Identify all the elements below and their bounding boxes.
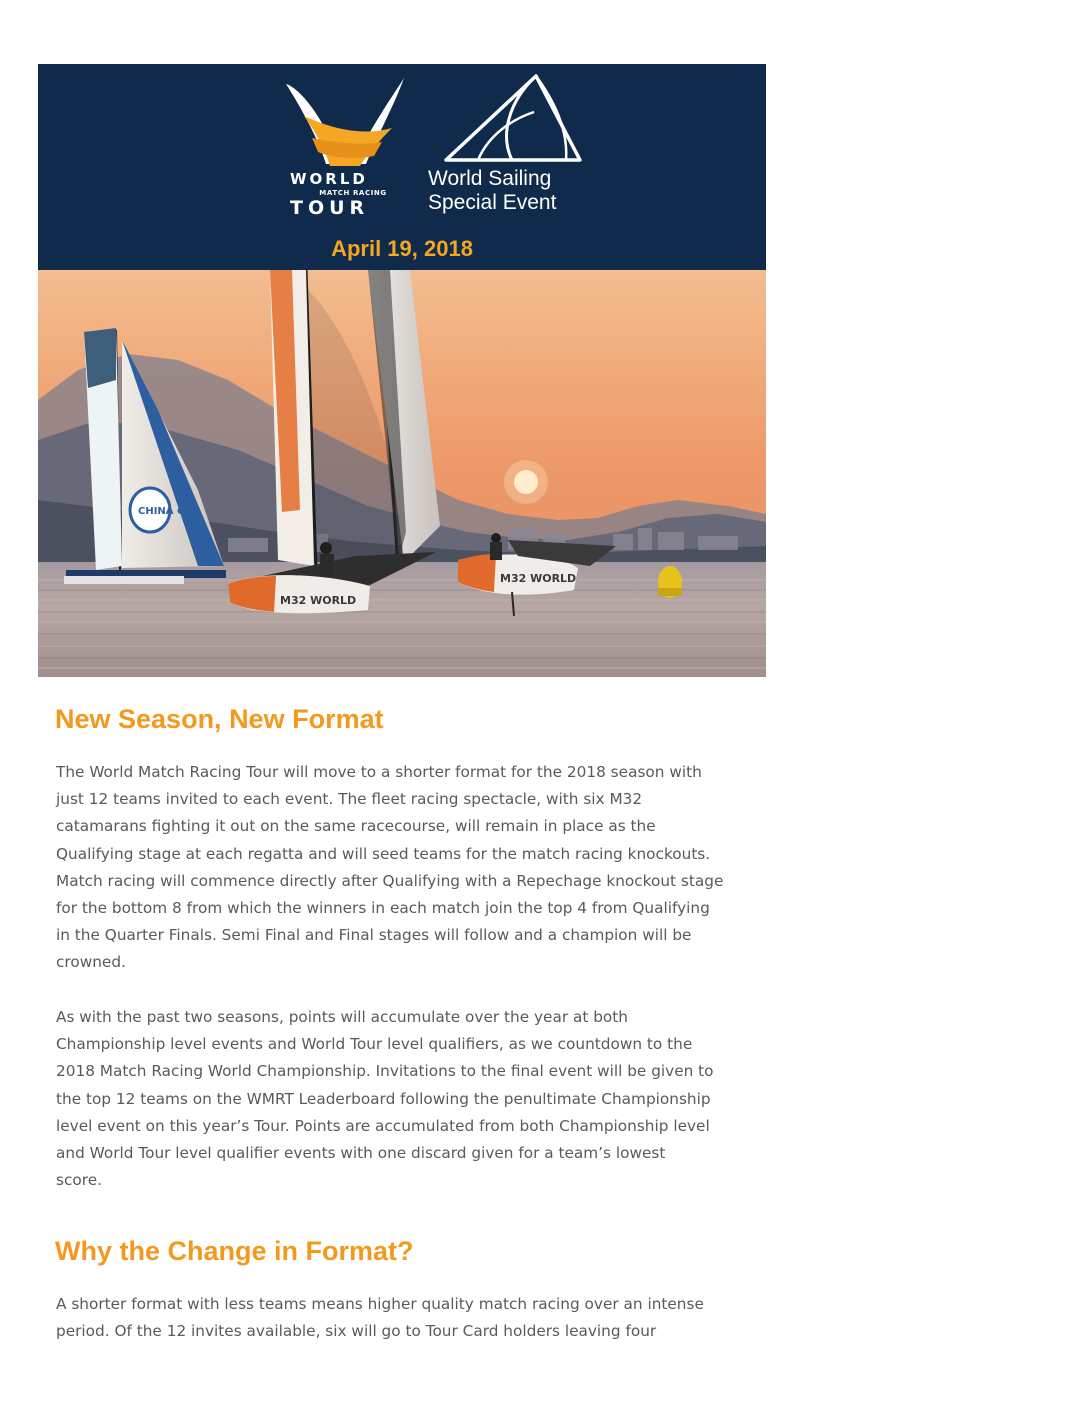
paragraph-points (56, 1004, 756, 1194)
paragraph-line: in the Quarter Finals. Semi Final and Final stages will follow and a champion will be (56, 926, 692, 945)
wmrt-logo-match-racing-text: MATCH RACING (319, 189, 387, 197)
paragraph-line: for the bottom 8 from which the winners in each match join the top 4 from Qualifying (56, 899, 710, 918)
paragraph-line: and World Tour level qualifier events with one discard given for a team’s lowest (56, 1144, 666, 1163)
world-sailing-sail-icon (438, 72, 598, 172)
yellow-buoy (658, 566, 682, 598)
paragraph-line: the top 12 teams on the WMRT Leaderboard following the penultimate Championship (56, 1089, 711, 1108)
world-match-racing-tour-logo (282, 76, 418, 219)
wmrt-sail-mark-icon (282, 76, 418, 176)
header-banner (38, 64, 766, 270)
paragraph-line: crowned. (56, 953, 126, 972)
m32-world-hull-text: M32 WORLD (280, 594, 357, 607)
photo-illustration (38, 270, 766, 677)
paragraph-line: score. (56, 1171, 102, 1190)
paragraph-line: Match racing will commence directly after Qualifying with a Repechage knockout stage (56, 871, 724, 890)
paragraph-line: As with the past two seasons, points will accumulate over the year at both (56, 1008, 628, 1026)
paragraph-line: Qualifying stage at each regatta and will seed teams for the match racing knockouts. (56, 844, 711, 863)
paragraph-line: catamarans fighting it out on the same racecourse, will remain in place as the (56, 817, 656, 836)
paragraph-line: level event on this year’s Tour. Points are accumulated from both Championship level (56, 1116, 710, 1135)
paragraph-line: Championship level events and World Tour level qualifiers, as we countdown to the (56, 1035, 693, 1054)
wmrt-logo-tour-text: TOUR (290, 197, 370, 219)
wmrt-logo-world-text: WORLD (290, 170, 368, 188)
world-sailing-logo-text (428, 167, 598, 215)
sailing-catamarans-sunset-photo (38, 270, 766, 677)
section-heading-new-season: New Season, New Format (55, 704, 384, 734)
newsletter-date: April 19, 2018 (331, 236, 473, 261)
ws-logo-line1: World Sailing (428, 167, 552, 190)
paragraph-line: The World Match Racing Tour will move to a shorter format for the 2018 season with (56, 763, 702, 781)
paragraph-line: just 12 teams invited to each event. The fleet racing spectacle, with six M32 (56, 790, 643, 809)
paragraph-line: period. Of the 12 invites available, six will go to Tour Card holders leaving four (56, 1322, 657, 1341)
m32-world-hull-right-text: M32 WORLD (500, 572, 577, 585)
section-heading-why-change: Why the Change in Format? (55, 1236, 414, 1266)
paragraph-line: A shorter format with less teams means higher quality match racing over an intense (56, 1295, 704, 1313)
paragraph-shorter-format (56, 1291, 756, 1345)
paragraph-line: 2018 Match Racing World Championship. Invitations to the final event will be given to (56, 1062, 714, 1081)
ws-logo-line2: Special Event (428, 191, 557, 214)
paragraph-new-format (56, 759, 756, 977)
china-cup-sail-text: CHINA CUP (138, 506, 200, 517)
